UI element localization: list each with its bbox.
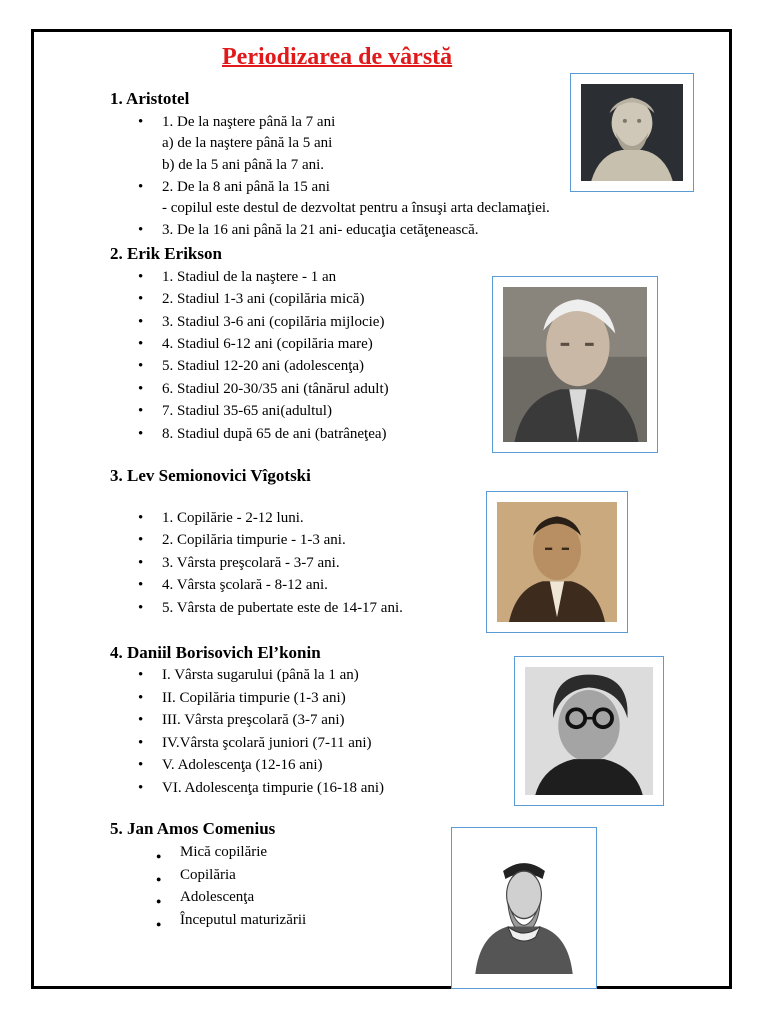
list-item: ● Mică copilărie [180,843,267,861]
comenius-portrait [451,827,597,989]
list-item: • 8. Stadiul după 65 de ani (batrâneţea) [162,425,387,443]
section-heading-aristotel: 1. Aristotel [110,89,190,108]
aristotle-portrait [570,73,694,192]
elkonin-portrait [514,656,664,806]
list-item-sub: b) de la 5 ani până la 7 ani. [162,157,325,173]
list-item: • II. Copilăria timpurie (1-3 ani) [162,689,346,707]
photo-image [525,667,653,795]
section-heading-vigotski: 3. Lev Semionovici Vîgotski [110,466,311,485]
list-item: • 3. De la 16 ani până la 21 ani- educaţia cetăţenească. [162,221,479,239]
list-item: • III. Vârsta preşcolară (3-7 ani) [162,711,345,729]
list-item: • IV.Vârsta şcolară juniori (7-11 ani) [162,734,372,752]
section-heading-erikson: 2. Erik Erikson [110,244,222,263]
list-item: • 1. De la naştere până la 7 ani [162,113,335,131]
list-item: • 3. Vârsta preşcolară - 3-7 ani. [162,554,340,572]
list-item: • 3. Stadiul 3-6 ani (copilăria mijlocie) [162,313,384,331]
erikson-portrait [492,276,658,453]
list-item: • 2. Copilăria timpurie - 1-3 ani. [162,531,346,549]
list-item: ● Adolescenţa [180,888,254,906]
section-heading-elkonin: 4. Daniil Borisovich El’konin [110,643,321,662]
list-item: • 2. Stadiul 1-3 ani (copilăria mică) [162,290,364,308]
list-item: • 4. Vârsta şcolară - 8-12 ani. [162,576,328,594]
vygotsky-portrait [486,491,628,633]
list-item: • V. Adolescenţa (12-16 ani) [162,756,323,774]
list-item: • I. Vârsta sugarului (până la 1 an) [162,666,359,684]
list-item: • 6. Stadiul 20-30/35 ani (tânărul adult) [162,380,389,398]
section-heading-comenius: 5. Jan Amos Comenius [110,819,276,838]
list-item: • 1. Stadiul de la naştere - 1 an [162,268,336,286]
list-item: • VI. Adolescenţa timpurie (16-18 ani) [162,779,384,797]
engraving-image [466,842,582,974]
photo-image [503,287,647,442]
list-item: • 1. Copilărie - 2-12 luni. [162,509,304,527]
list-item: • 5. Vârsta de pubertate este de 14-17 ani. [162,599,403,617]
list-item: • 2. De la 8 ani până la 15 ani [162,178,330,196]
list-item-sub: a) de la naştere până la 5 ani [162,135,333,151]
list-item: • 5. Stadiul 12-20 ani (adolescenţa) [162,357,364,375]
list-item: • 7. Stadiul 35-65 ani(adultul) [162,402,332,420]
list-item: ● Copilăria [180,866,236,884]
bust-image [581,84,683,181]
page-title: Periodizarea de vârstă [222,44,453,70]
list-item: ● Începutul maturizării [180,911,306,929]
list-item-sub: - copilul este destul de dezvoltat pentru a însuşi arta declamaţiei. [162,200,550,216]
list-item: • 4. Stadiul 6-12 ani (copilăria mare) [162,335,373,353]
photo-image [497,502,617,622]
